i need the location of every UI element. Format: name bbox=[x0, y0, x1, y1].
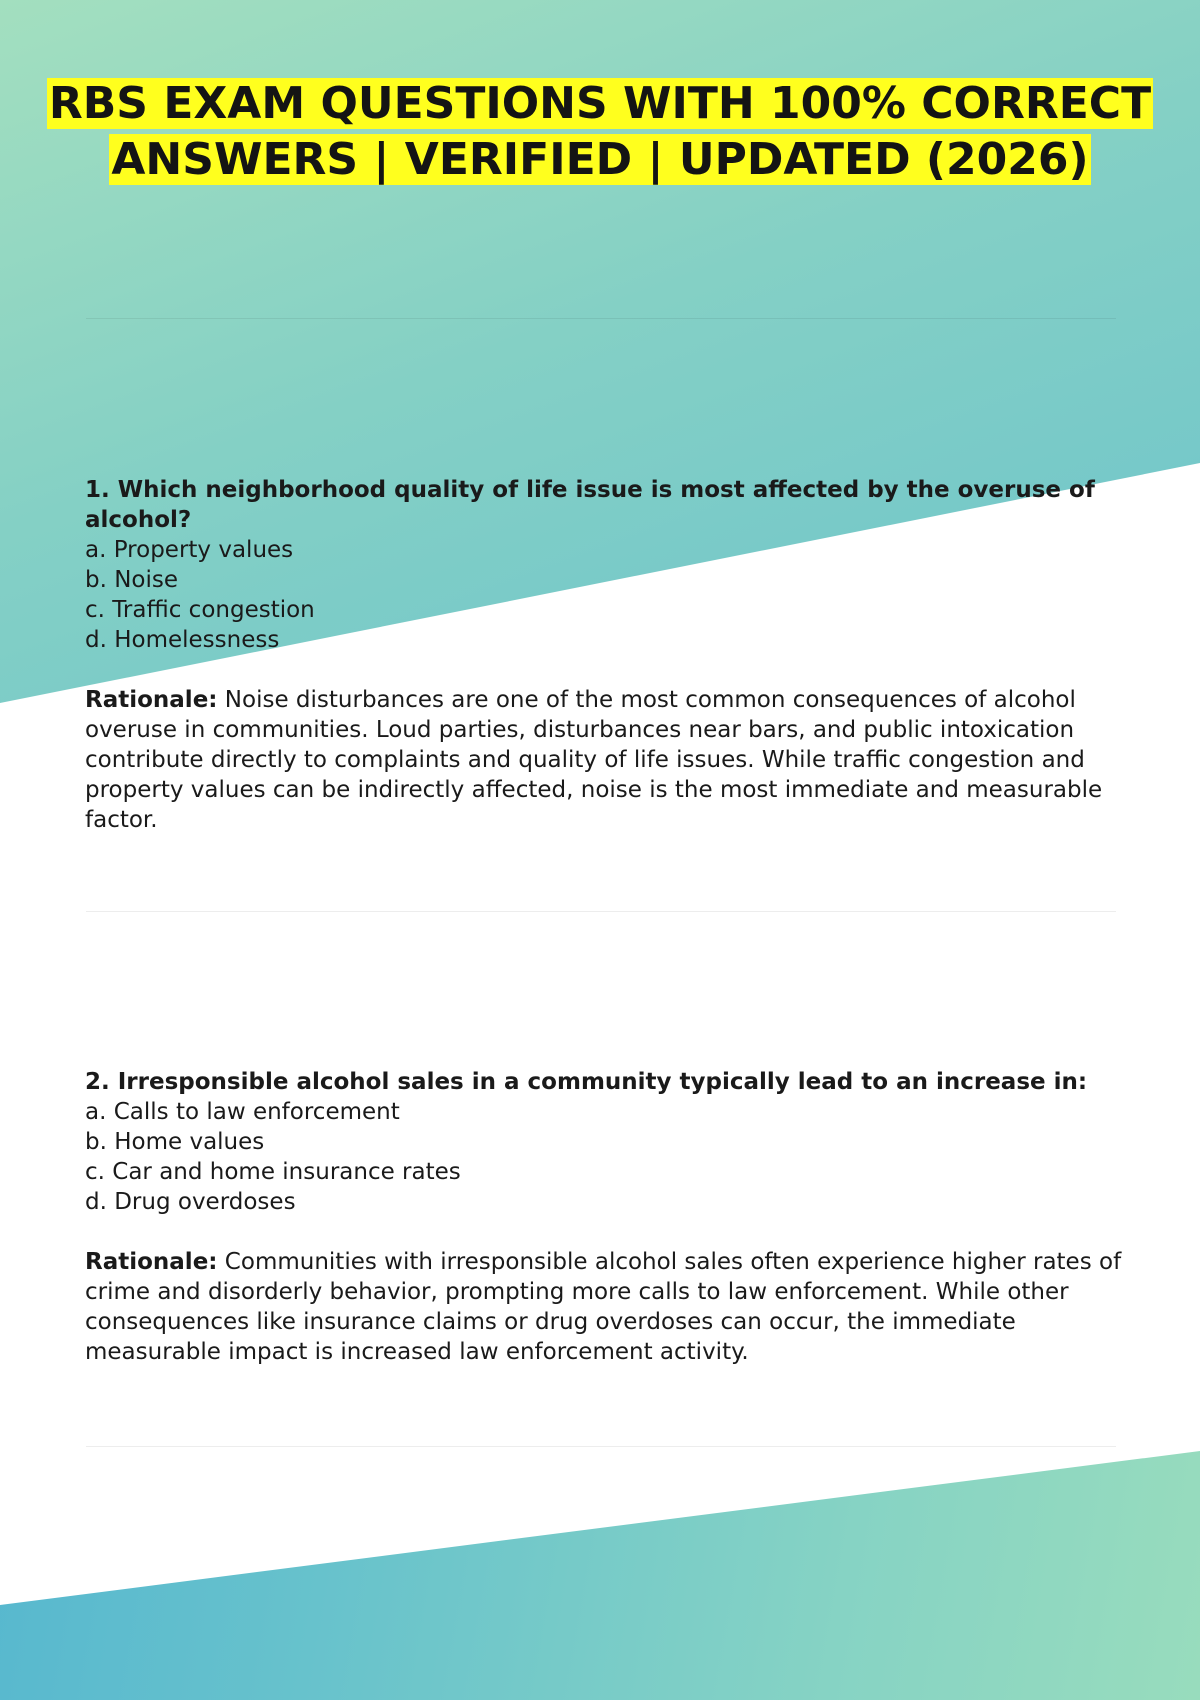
question-text: 1. Which neighborhood quality of life issue is most affected by the overuse of alcohol? bbox=[85, 477, 1095, 533]
rationale-text: Communities with irresponsible alcohol sales often experience higher rates of crime and disorderly behavior, prompting more calls to law enforcement. While other consequences like insurance claims or drug overdoses can occur, the immediate measurable impact is increased law enforcement activity. bbox=[85, 1249, 1122, 1365]
question-block-2 bbox=[85, 1067, 1125, 1367]
rationale-label: Rationale: bbox=[85, 687, 218, 713]
answer-option-d: d. Homelessness bbox=[85, 627, 280, 653]
answer-option-a: a. Property values bbox=[85, 537, 294, 563]
answer-option-b: b. Home values bbox=[85, 1129, 265, 1155]
rationale-label: Rationale: bbox=[85, 1249, 218, 1275]
divider-middle bbox=[86, 911, 1116, 912]
answer-option-c: c. Traffic congestion bbox=[85, 597, 315, 623]
divider-bottom bbox=[86, 1446, 1116, 1447]
document-title-text: RBS EXAM QUESTIONS WITH 100% CORRECT ANSWERS | VERIFIED | UPDATED (2026) bbox=[48, 78, 1152, 185]
answer-option-d: d. Drug overdoses bbox=[85, 1189, 296, 1215]
rationale bbox=[85, 1247, 1125, 1367]
answer-option-a: a. Calls to law enforcement bbox=[85, 1099, 400, 1125]
question-block-1 bbox=[85, 475, 1125, 835]
answer-option-c: c. Car and home insurance rates bbox=[85, 1159, 461, 1185]
rationale bbox=[85, 685, 1125, 835]
question-text: 2. Irresponsible alcohol sales in a community typically lead to an increase in: bbox=[85, 1069, 1088, 1095]
rationale-text: Noise disturbances are one of the most common consequences of alcohol overuse in communities. Loud parties, disturbances near bars, and public intoxication contribute directly to complaints and quality of life issues. While traffic congestion and property values can be indirectly affected, noise is the most immediate and measurable factor. bbox=[85, 687, 1103, 833]
answer-option-b: b. Noise bbox=[85, 567, 179, 593]
document-title bbox=[40, 76, 1160, 188]
divider-top bbox=[86, 318, 1116, 319]
